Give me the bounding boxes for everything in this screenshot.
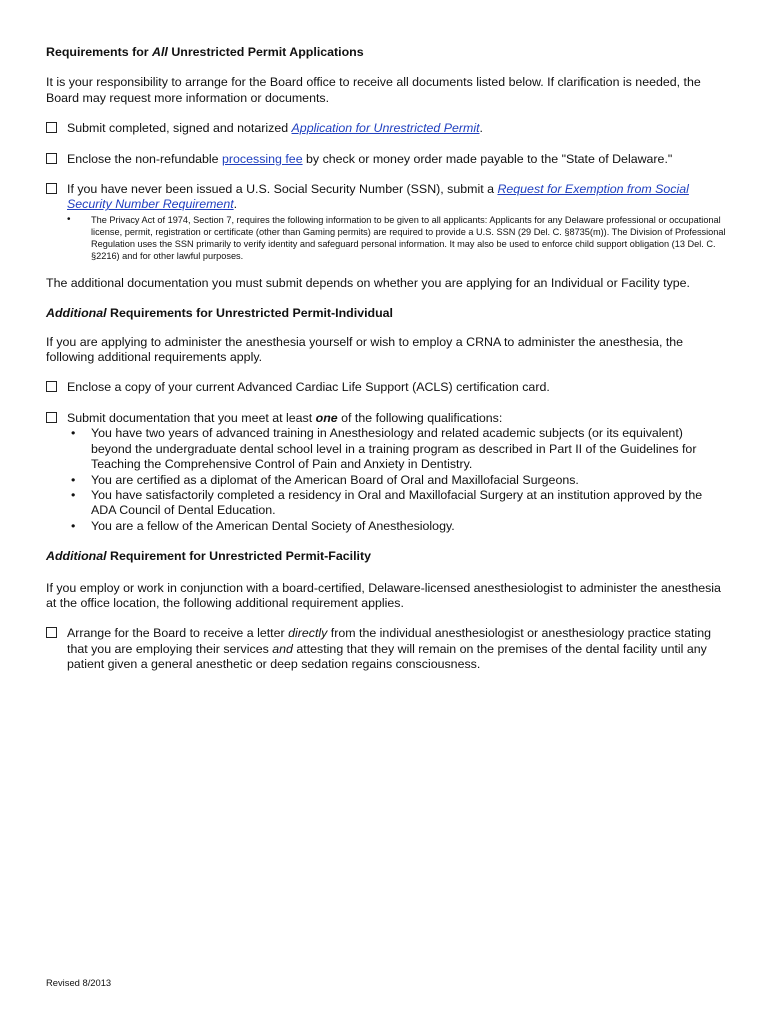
checklist-item-qualifications: Submit documentation that you meet at least one of the following qualifications: bbox=[46, 411, 726, 426]
additional-note: The additional documentation you must submit depends on whether you are applying for an Individual or Facility type. bbox=[46, 275, 690, 290]
checkbox[interactable] bbox=[46, 153, 57, 164]
qualification-item: • You have two years of advanced training in Anesthesiology and related academic subjects (or its equivalent) beyond the undergraduate dental school level in a training program as described in Part II of the Guidelines for Teaching the Comprehensive Control of Pain and Anxiety in Dentistry. bbox=[67, 426, 726, 472]
ssn-exemption-link[interactable]: Request for Exemption from Social Security Number Requirement bbox=[67, 182, 689, 212]
checkbox[interactable] bbox=[46, 627, 57, 638]
checklist-item-ssn: If you have never been issued a U.S. Social Security Number (SSN), submit a Request for Exemption from Social Security Number Requirement. bbox=[46, 182, 726, 213]
application-link[interactable]: Application for Unrestricted Permit bbox=[291, 121, 480, 136]
intro-text: It is your responsibility to arrange for the Board office to receive all documents listed below. If clarification is needed, the Board may request more information or documents. bbox=[46, 75, 701, 105]
checkbox[interactable] bbox=[46, 122, 57, 133]
main-heading: Requirements for All Unrestricted Permit Applications bbox=[46, 45, 364, 59]
facility-heading: Additional Requirement for Unrestricted Permit-Facility bbox=[46, 549, 371, 564]
processing-fee-link[interactable]: processing fee bbox=[222, 151, 303, 166]
document-page bbox=[46, 45, 726, 673]
facility-intro: If you employ or work in conjunction with a board-certified, Delaware-licensed anesthesiologist to administer the anesthesia at the office location, the following additional requirement applies. bbox=[46, 580, 721, 610]
privacy-note: • The Privacy Act of 1974, Section 7, requires the following information to be given to all applicants: Applicants for any Delaware professional or occupational license, permit, registration or certificate (other than Gaming permits) are required to provide a U.S. SSN (29 Del. C. §8735(m)). The Division of Professional Regulation uses the SSN primarily to verify identity and safeguard personal information. It may also be used to enforce child support obligation (13 Del. C. §2216) and for other lawful purposes. bbox=[67, 214, 726, 262]
qualifications-list bbox=[67, 426, 726, 534]
qualification-item: • You are certified as a diplomat of the American Board of Oral and Maxillofacial Surgeons. bbox=[67, 473, 726, 488]
checklist-item-application: Submit completed, signed and notarized Application for Unrestricted Permit. bbox=[46, 121, 726, 136]
qualification-item: • You have satisfactorily completed a residency in Oral and Maxillofacial Surgery at an institution approved by the ADA Council of Dental Education. bbox=[67, 488, 726, 519]
privacy-note-list bbox=[46, 214, 726, 262]
checkbox[interactable] bbox=[46, 183, 57, 194]
checkbox[interactable] bbox=[46, 381, 57, 392]
checklist-item-acls: Enclose a copy of your current Advanced Cardiac Life Support (ACLS) certification card. bbox=[46, 380, 726, 395]
checklist-item-letter: Arrange for the Board to receive a letter directly from the individual anesthesiologist or anesthesiology practice stating that you are employing their services and attesting that they will remain on the premises of the dental facility until any patient given a general anesthetic or deep sedation regains consciousness. bbox=[46, 626, 726, 672]
qualification-item: • You are a fellow of the American Dental Society of Anesthesiology. bbox=[67, 519, 726, 534]
individual-heading: Additional Requirements for Unrestricted Permit-Individual bbox=[46, 306, 393, 321]
individual-intro: If you are applying to administer the anesthesia yourself or wish to employ a CRNA to administer the anesthesia, the following additional requirements apply. bbox=[46, 334, 684, 365]
checkbox[interactable] bbox=[46, 412, 57, 423]
checklist-item-fee: Enclose the non-refundable processing fee by check or money order made payable to the "State of Delaware." bbox=[46, 152, 726, 167]
revision-footer: Revised 8/2013 bbox=[46, 977, 112, 988]
